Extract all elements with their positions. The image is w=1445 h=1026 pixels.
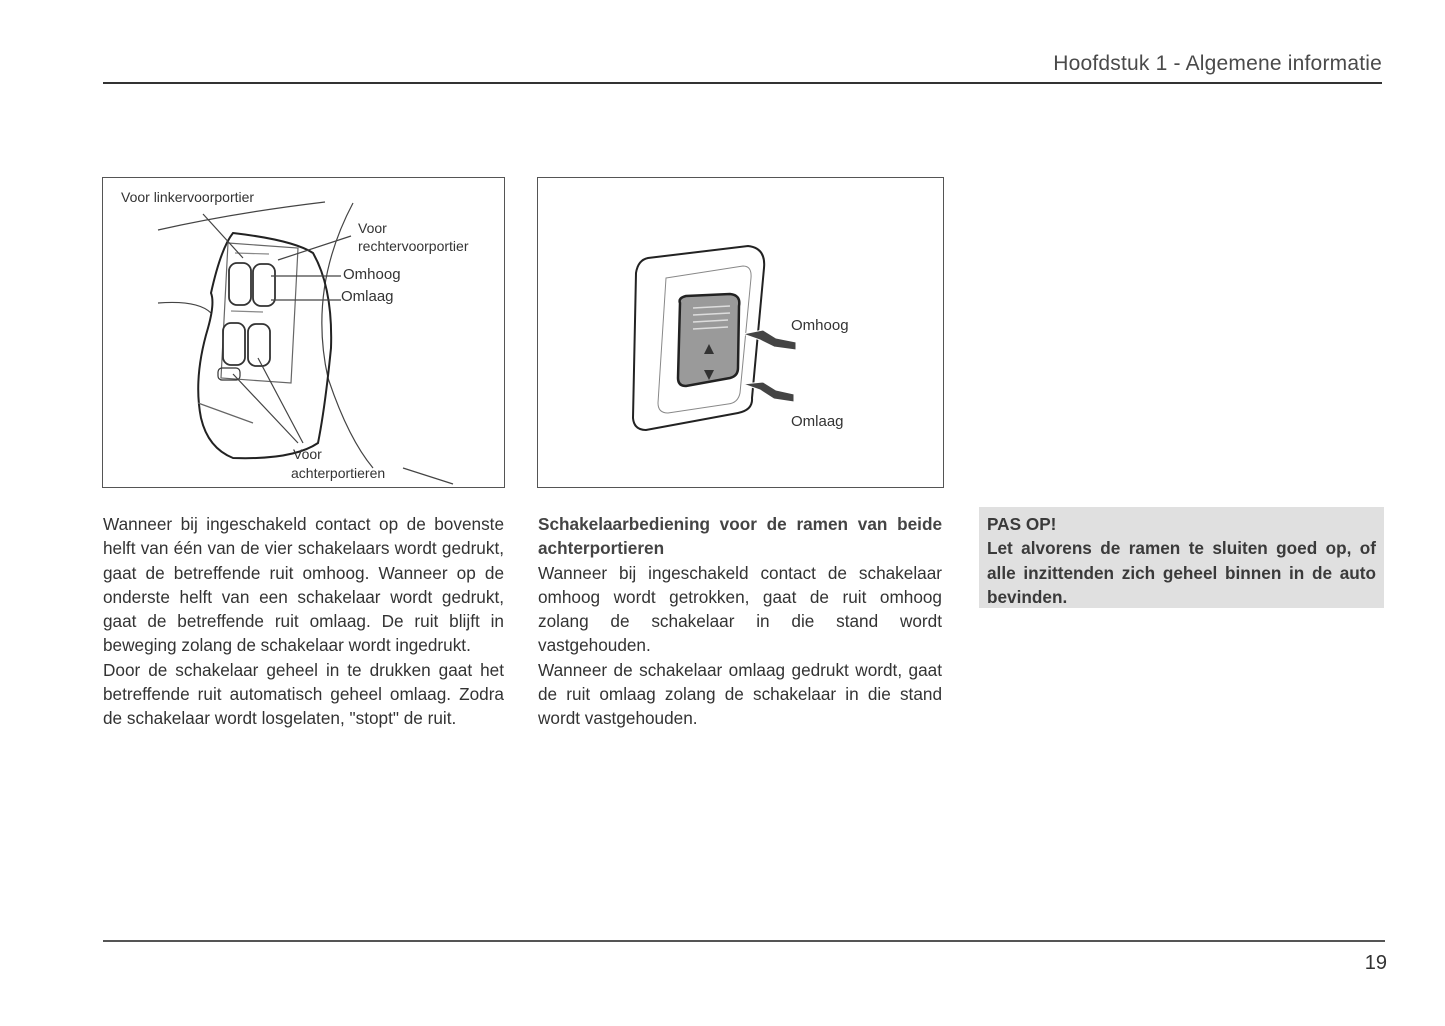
paragraph: Door de schakelaar geheel in te drukken gaat het betreffende ruit automatisch geheel omlaag. Zodra de schakelaar wordt losgelaten, "stopt" de ruit. <box>103 659 504 729</box>
figure-driver-switch-panel <box>102 177 505 488</box>
column-2-text <box>538 512 942 731</box>
header-divider <box>103 82 1382 84</box>
switch-panel-illustration <box>103 178 504 487</box>
chapter-title: Hoofdstuk 1 - Algemene informatie <box>1053 52 1382 75</box>
section-heading: Schakelaarbediening voor de ramen van beide achterportieren <box>538 514 942 559</box>
figure-rear-door-switch <box>537 177 944 488</box>
paragraph: Wanneer de schakelaar omlaag gedrukt wordt, gaat de ruit omlaag zolang de schakelaar in die stand wordt vastgehouden. <box>538 659 942 729</box>
label-rear-doors-line2: achterportieren <box>291 465 386 481</box>
label-front-right-door-line2: rechtervoorportier <box>358 238 469 254</box>
label-front-left-door: Voor linkervoorportier <box>121 189 255 205</box>
footer-divider <box>103 940 1385 942</box>
label-front-right-door-line1: Voor <box>358 220 387 236</box>
label-up: Omhoog <box>791 317 849 334</box>
label-down: Omlaag <box>791 413 844 430</box>
paragraph: Wanneer bij ingeschakeld contact de schakelaar omhoog wordt getrokken, gaat de ruit omhoog zolang de schakelaar in die stand wordt vastgehouden. <box>538 562 942 656</box>
label-down: Omlaag <box>341 288 394 305</box>
paragraph: Wanneer bij ingeschakeld contact op de bovenste helft van één van de vier schakelaars wordt gedrukt, gaat de betreffende ruit omhoog. Wanneer op de onderste helft van een schakelaar wordt gedrukt, gaat de betreffende ruit omlaag. De ruit blijft in beweging zolang de schakelaar wordt ingedrukt. <box>103 514 504 656</box>
label-up: Omhoog <box>343 266 401 283</box>
column-1-text <box>103 512 504 731</box>
warning-title: PAS OP! <box>987 514 1057 534</box>
warning-box <box>979 507 1384 608</box>
label-rear-doors-line1: Voor <box>293 446 322 462</box>
rear-switch-illustration <box>538 178 943 487</box>
warning-text: Let alvorens de ramen te sluiten goed op, of alle inzittenden zich geheel binnen in de auto bevinden. <box>987 538 1376 607</box>
page-number: 19 <box>1364 952 1387 974</box>
